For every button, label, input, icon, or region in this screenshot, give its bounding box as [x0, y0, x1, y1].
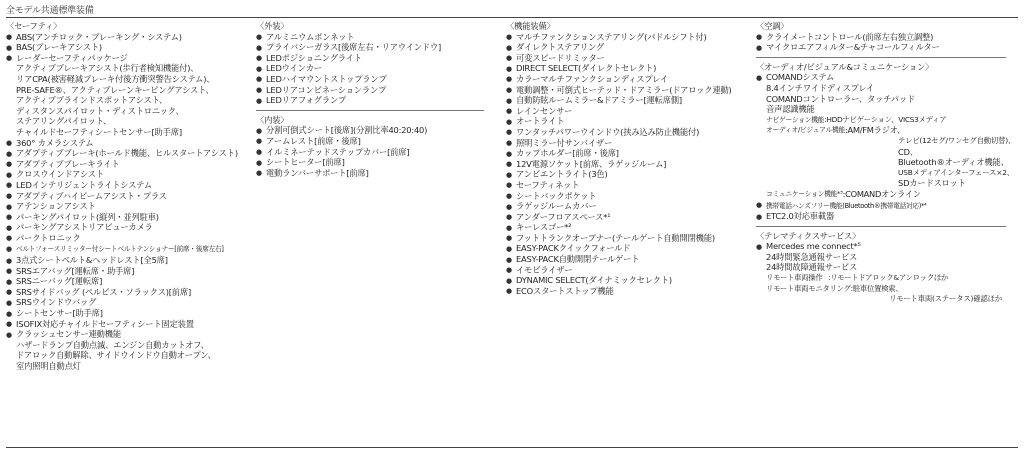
sub-item: ステアリングパイロット、: [16, 116, 112, 127]
bullet-icon: ●: [256, 75, 262, 84]
bullet-icon: ●: [6, 54, 12, 63]
bullet-icon: ●: [6, 277, 12, 286]
item-label: パーキングパイロット(縦列・並列駐車): [16, 211, 159, 222]
list-item: [6, 276, 246, 287]
item-label: ラゲッジルームカバー: [516, 201, 597, 212]
list-item: [756, 42, 1006, 53]
bullet-icon: ●: [6, 244, 12, 253]
sub-item: 24時間故障通報サービス: [766, 262, 858, 273]
item-label: アダプティブブレーキライト: [16, 158, 120, 169]
bullet-icon: ●: [6, 213, 12, 222]
list-item: [506, 233, 744, 244]
list-item: [6, 329, 246, 340]
spec-key: ナビゲーション機能: [766, 115, 825, 124]
item-label: LEDポジショニングライト: [266, 52, 362, 63]
list-item: [6, 319, 246, 330]
spec-continuation: リモート車両(ステータス)確認ほか: [889, 294, 1002, 304]
item-label: SRSサイドバッグ (ペルビス・ソラックス)[前席]: [16, 286, 192, 297]
spec-value: :COMANDオンライン: [842, 188, 921, 199]
bullet-icon: ●: [506, 202, 512, 211]
list-item: [506, 159, 744, 170]
list-item: [6, 169, 246, 180]
list-item: [756, 200, 1006, 212]
list-item: [6, 32, 246, 43]
sub-item: 音声認識機能: [766, 104, 815, 115]
list-item: [506, 222, 744, 233]
item-label: マイクロエアフィルター&チャコールフィルター: [766, 42, 940, 53]
sub-item: アクティブブラインドスポットアシスト、: [16, 95, 168, 106]
list-item: [6, 191, 246, 202]
sub-item: ディスタンスパイロット・ディストロニック、: [16, 105, 184, 116]
spec-continuation: Bluetooth®オーディオ機能、: [898, 157, 1009, 168]
list-item: [256, 53, 484, 64]
list-item: [256, 32, 484, 43]
bullet-icon: ●: [506, 160, 512, 169]
bullet-icon: ●: [506, 244, 512, 253]
item-label: SRSエアバッグ[運転席・助手席]: [16, 265, 135, 276]
bullet-icon: ●: [506, 117, 512, 126]
bullet-icon: ●: [506, 107, 512, 116]
item-label: クラッシュセンサー連動機能: [16, 329, 121, 340]
item-label: オートライト: [516, 116, 565, 127]
section-title-av: 〈オーディオ/ビジュアル&コミュニケーション〉: [756, 61, 934, 72]
item-label: アームレスト[前席・後席]: [266, 135, 361, 146]
bullet-icon: ●: [506, 54, 512, 63]
list-item: [256, 85, 484, 96]
list-item: [256, 147, 484, 158]
bullet-icon: ●: [6, 330, 12, 339]
item-label: 自動防眩ルームミラー&ドアミラー[運転席側]: [516, 95, 682, 106]
list-item: [6, 159, 246, 170]
list-item: [506, 138, 744, 149]
item-label: 分割可倒式シート[後席](分割比率40:20:40): [266, 125, 428, 136]
item-label: パークトロニック: [16, 232, 81, 243]
bullet-icon: ●: [756, 33, 762, 42]
item-label: ETC2.0対応車載器: [766, 211, 835, 222]
list-item: [506, 286, 744, 297]
list-item: [256, 74, 484, 85]
bullet-icon: ●: [6, 288, 12, 297]
item-label: ベルトフォースリミッター付シートベルトテンショナー[前席・後席左右]: [16, 245, 224, 254]
list-item: [6, 297, 246, 308]
item-label: クライメートコントロール(前席左右独立調整): [766, 31, 934, 42]
bullet-icon: ●: [256, 148, 262, 157]
item-label: 12V電源ソケット[前席、ラゲッジルーム]: [516, 158, 667, 169]
list-item: [256, 125, 484, 136]
list-item: [506, 106, 744, 117]
bullet-icon: ●: [256, 33, 262, 42]
divider: [756, 57, 1006, 58]
list-item: [506, 180, 744, 191]
column-functional: [506, 21, 744, 296]
spec-row-monitoring: [756, 284, 1006, 295]
list-item: [6, 138, 246, 149]
bullet-icon: ●: [6, 223, 12, 232]
spec-continuation: SDカードスロット: [898, 178, 966, 189]
bullet-icon: ●: [6, 320, 12, 329]
bullet-icon: ●: [506, 192, 512, 200]
bullet-icon: ●: [6, 139, 12, 148]
spec-row-communication: [756, 189, 1006, 200]
bullet-icon: ●: [256, 54, 262, 63]
spec-continuation: テレビ(12セグ/ワンセグ自動切替)、: [898, 135, 1016, 145]
item-label: ISOFIX対応チャイルドセーフティシート固定装置: [16, 318, 194, 329]
list-item: [506, 53, 744, 64]
interior-list: [256, 125, 484, 178]
section-title-telematics: 〈テレマティクスサービス〉: [756, 230, 861, 241]
bullet-icon: ●: [6, 202, 12, 211]
sub-item: 24時間緊急通報サービス: [766, 251, 858, 262]
item-label: DYNAMIC SELECT(ダイナミックセレクト): [516, 275, 672, 286]
item-label: イモビライザー: [516, 264, 573, 275]
bullet-icon: ●: [506, 86, 512, 95]
bullet-icon: ●: [506, 266, 512, 275]
item-label: クロスウインドアシスト: [16, 169, 104, 180]
safety-list: [6, 32, 246, 372]
bullet-icon: ●: [6, 33, 12, 42]
sub-item: アクティブブレーキアシスト(歩行者検知機能付)、: [16, 63, 199, 74]
climate-list: [756, 32, 1006, 53]
sub-item: PRE-SAFE®、アクティブレーンキーピングアシスト、: [16, 84, 214, 95]
bullet-icon: ●: [506, 128, 512, 137]
sub-item: ハザードランプ自動点滅、エンジン自動カットオフ、: [16, 339, 209, 350]
item-label: アダプティブハイビームアシスト・プラス: [16, 190, 167, 201]
item-label: 可変スピードリミッター: [516, 52, 605, 63]
column-exterior-interior: [256, 21, 484, 182]
list-item: [506, 127, 744, 138]
bullet-icon: ●: [506, 33, 512, 42]
bullet-icon: ●: [6, 181, 12, 190]
spec-row-remote: [756, 273, 1006, 284]
bullet-icon: ●: [506, 96, 512, 105]
bullet-icon: ●: [256, 86, 262, 95]
list-item: [6, 233, 246, 244]
list-item: [6, 42, 246, 53]
list-item: [6, 287, 246, 298]
list-item: [506, 265, 744, 276]
list-item: [256, 157, 484, 168]
list-item: [256, 136, 484, 147]
list-item: [6, 212, 246, 223]
exterior-list: [256, 32, 484, 106]
item-label: 3点式シートベルト&ヘッドレスト[全5席]: [16, 255, 168, 266]
item-label: 照明ミラー付サンバイザー: [516, 137, 613, 148]
bullet-icon: ●: [506, 287, 512, 296]
item-label: SRSウインドウバッグ: [16, 297, 97, 308]
bullet-icon: ●: [756, 73, 762, 82]
sub-item: リアCPA(被害軽減ブレーキ付後方衝突警告システム)、: [16, 73, 215, 84]
list-item: [506, 63, 744, 74]
list-item: [506, 116, 744, 127]
top-rule: [6, 17, 1018, 18]
item-label: セーフティネット: [516, 179, 580, 190]
section-title-safety: 〈セーフティ〉: [6, 21, 62, 31]
bullet-icon: ●: [506, 255, 512, 264]
divider: [756, 226, 1006, 227]
spec-key: リモート車両操作: [766, 273, 823, 283]
bullet-icon: ●: [756, 242, 762, 251]
bottom-rule: [6, 447, 1018, 448]
section-title-exterior: 〈外装〉: [256, 21, 289, 31]
spec-value: :リモートドアロック&アンロックほか: [828, 273, 948, 283]
bullet-icon: ●: [6, 43, 12, 52]
item-label: Mercedes me connect*⁵: [766, 241, 861, 252]
item-label: シートヒーター[前席]: [266, 157, 345, 168]
spec-row-av: [756, 125, 1006, 136]
list-item: [506, 42, 744, 53]
bullet-icon: ●: [6, 267, 12, 276]
list-item: [506, 95, 744, 106]
item-label: SRSニーバッグ[運転席]: [16, 276, 103, 287]
bullet-icon: ●: [6, 298, 12, 307]
bullet-icon: ●: [506, 223, 512, 232]
list-item: [6, 243, 246, 255]
item-label: LEDハイマウントストップランプ: [266, 73, 387, 84]
bullet-icon: ●: [506, 181, 512, 190]
column-climate-av-telematics: [756, 21, 1016, 309]
bullet-icon: ●: [256, 126, 262, 135]
list-item: [756, 211, 1006, 222]
bullet-icon: ●: [6, 256, 12, 265]
functional-list: [506, 32, 744, 297]
bullet-icon: ●: [506, 43, 512, 52]
list-item: [6, 266, 246, 277]
item-label: LEDインテリジェントライトシステム: [16, 179, 152, 190]
bullet-icon: ●: [506, 149, 512, 158]
bullet-icon: ●: [256, 64, 262, 73]
bullet-icon: ●: [506, 64, 512, 73]
item-label: カラーマルチファンクションディスプレイ: [516, 73, 668, 84]
item-label: 360° カメラシステム: [16, 137, 94, 148]
list-item: [506, 169, 744, 180]
list-item: [6, 180, 246, 191]
item-label: ダイレクトステアリング: [516, 42, 604, 53]
list-item: [756, 32, 1006, 43]
item-label: イルミネーテッドステップカバー[前席]: [266, 146, 410, 157]
bullet-icon: ●: [506, 276, 512, 285]
bullet-icon: ●: [756, 212, 762, 221]
bullet-icon: ●: [506, 139, 512, 148]
av-continuation: [756, 135, 1016, 189]
list-item: [6, 222, 246, 233]
bullet-icon: ●: [256, 96, 262, 105]
item-label: カップホルダー[前席・後席]: [516, 148, 619, 159]
item-label: EASY-PACKクイックフォールド: [516, 243, 631, 254]
item-label: シートセンサー[助手席]: [16, 308, 103, 319]
item-label: 電動調整・可倒式ヒーテッド・ドアミラー(ドアロック連動): [516, 84, 732, 95]
section-title-climate: 〈空調〉: [756, 21, 789, 31]
item-label: アテンションアシスト: [16, 201, 96, 212]
section-title-interior: 〈内装〉: [256, 114, 289, 125]
bullet-icon: ●: [256, 158, 262, 167]
spec-key: リモート車両モニタリング: [766, 283, 851, 293]
bullet-icon: ●: [6, 170, 12, 179]
list-item: [6, 201, 246, 212]
divider: [256, 110, 484, 111]
bullet-icon: ●: [756, 43, 762, 52]
list-item: [6, 308, 246, 319]
bullet-icon: ●: [506, 170, 512, 179]
bullet-icon: ●: [256, 137, 262, 146]
bullet-icon: ●: [506, 75, 512, 84]
spec-continuation: CD、: [898, 146, 918, 157]
item-label: マルチファンクションステアリング(パドルシフト付): [516, 31, 707, 42]
spec-value: :AM/FMラジオ、: [845, 125, 905, 136]
list-item: [506, 85, 744, 96]
bullet-icon: ●: [6, 192, 12, 200]
bullet-icon: ●: [506, 234, 512, 243]
item-label: BAS(ブレーキアシスト): [16, 42, 102, 53]
list-item: [256, 42, 484, 53]
list-item: [756, 72, 1006, 83]
bullet-icon: ●: [6, 309, 12, 318]
item-label: シートバックポケット: [516, 190, 597, 201]
spec-value: :HDDナビゲーション、VICS3メディア: [824, 114, 947, 124]
item-label: アダプティブブレーキ(ホールド機能、ヒルスタートアシスト): [16, 148, 238, 159]
list-item: [256, 95, 484, 106]
list-item: [506, 201, 744, 212]
list-item: [256, 63, 484, 74]
column-safety: [6, 21, 246, 372]
sub-item: チャイルドセーフティシートセンサー[助手席]: [16, 126, 182, 137]
list-item: [506, 275, 744, 286]
item-label: キーレスゴー*²: [516, 222, 572, 233]
item-label: ECOスタートストップ機能: [516, 285, 614, 296]
bullet-icon: ●: [256, 169, 262, 178]
spec-row-navigation: [756, 115, 1006, 126]
list-item: [6, 148, 246, 159]
item-label: パーキングアシストリアビューカメラ: [16, 222, 153, 233]
item-label: プライバシーガラス[後席左右・リアウインドウ]: [266, 42, 442, 53]
sub-item: ドアロック自動解除、サイドウインドウ自動オープン、: [16, 350, 216, 361]
item-label: レーダーセーフティパッケージ: [16, 52, 128, 63]
list-item: [506, 32, 744, 43]
list-item: [506, 243, 744, 254]
item-label: ワンタッチパワーウインドウ(挟み込み防止機能付): [516, 126, 700, 137]
bullet-icon: ●: [506, 213, 512, 222]
list-item: [756, 241, 1006, 252]
spec-value: :駐車位置検索、: [850, 283, 903, 293]
item-label: COMANDシステム: [766, 72, 835, 83]
list-item: [506, 191, 744, 202]
spec-key: オーディオ/ビジュアル機能: [766, 126, 846, 135]
bullet-icon: ●: [6, 234, 12, 243]
item-label: フットトランクオープナー(テールゲート自動開閉機能): [516, 232, 715, 243]
item-label: ABS(アンチロック・ブレーキング・システム): [16, 31, 182, 42]
item-label: アルミニウムボンネット: [266, 31, 355, 42]
item-label: 電動ランバーサポート[前席]: [266, 167, 369, 178]
spec-key: コミュニケーション機能*³: [766, 189, 843, 198]
item-label: EASY-PACK自動開閉テールゲート: [516, 254, 640, 265]
list-item: [506, 254, 744, 265]
spec-continuation: USBメディアインターフェース×2、: [898, 167, 1014, 177]
list-item: [256, 168, 484, 179]
bullet-icon: ●: [6, 160, 12, 169]
item-label: LEDリアコンビネーションランプ: [266, 84, 387, 95]
av-list: [756, 200, 1006, 222]
list-item: [506, 212, 744, 223]
bullet-icon: ●: [256, 43, 262, 52]
sub-item: 室内照明自動点灯: [16, 361, 81, 371]
bullet-icon: ●: [6, 149, 12, 158]
item-label: LEDリアフォグランプ: [266, 95, 347, 106]
item-label: アンダーフロアスペース*¹: [516, 211, 611, 222]
bullet-icon: ●: [756, 201, 762, 209]
list-item: [6, 53, 246, 64]
list-item: [506, 74, 744, 85]
list-item: [6, 255, 246, 266]
item-label: アンビエントライト(3色): [516, 169, 608, 180]
sub-item: COMANDコントローラー、タッチパッド: [766, 93, 916, 104]
list-item: [506, 148, 744, 159]
item-label: 携帯電話ハンズフリー機能(Bluetooth®携帯電話対応)*⁴: [766, 201, 927, 210]
item-label: レインセンサー: [516, 105, 573, 116]
item-label: LEDウインカー: [266, 63, 322, 74]
section-title-functional: 〈機能装備〉: [506, 21, 555, 31]
sub-item: 8.4インチワイドディスプレイ: [766, 82, 875, 93]
page-title: 全モデル共通標準装備: [6, 6, 94, 16]
item-label: DIRECT SELECT(ダイレクトセレクト): [516, 63, 657, 74]
